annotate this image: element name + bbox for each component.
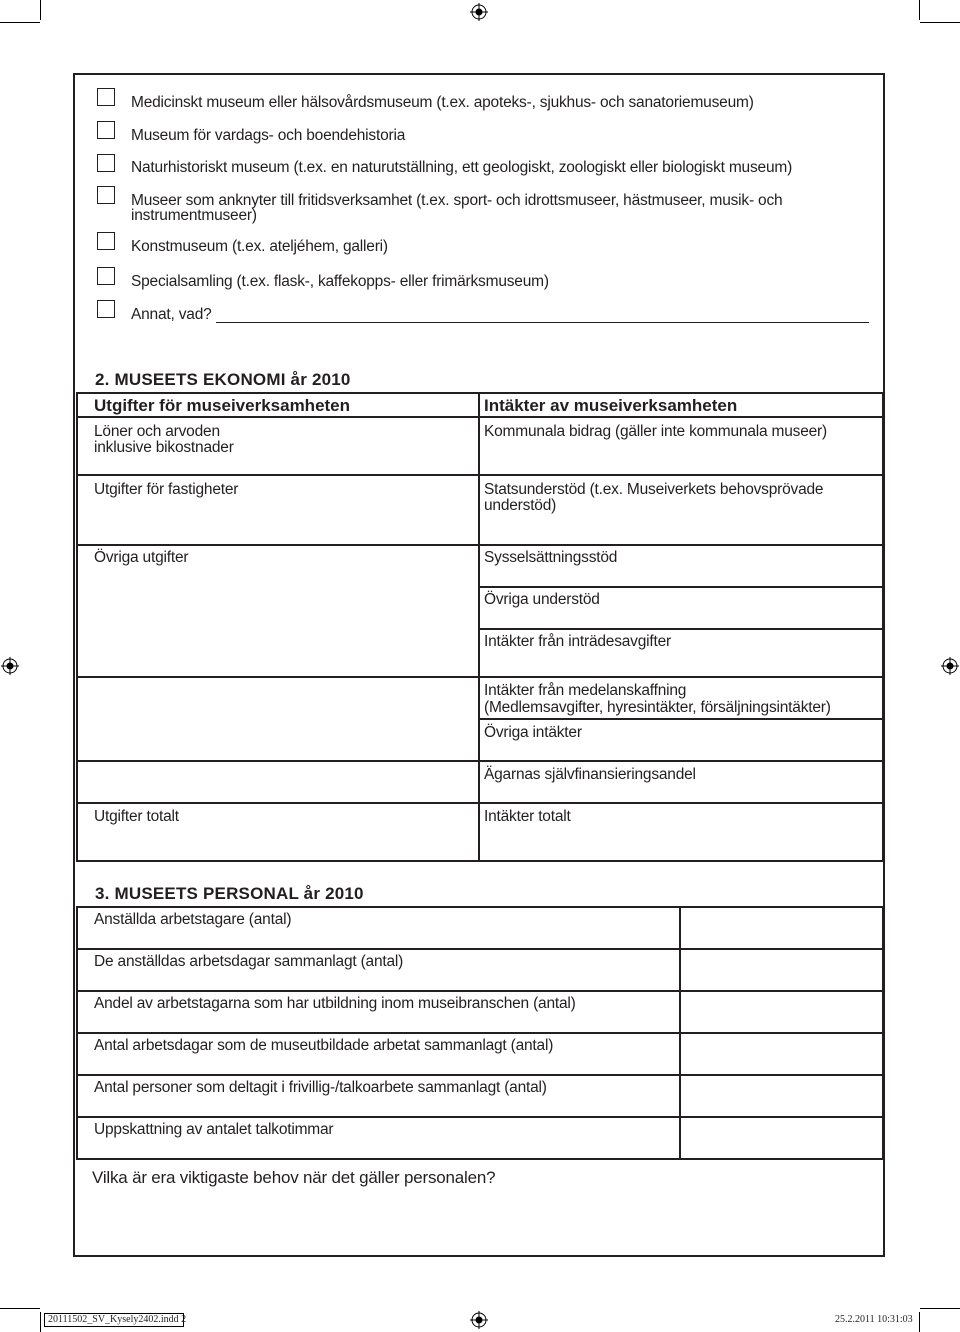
income-label: understöd) <box>484 497 557 514</box>
option-label: Konstmuseum (t.ex. ateljéhem, galleri) <box>131 238 388 255</box>
expenses-header: Utgifter för museiverksamheten <box>94 396 351 415</box>
personnel-row-label: Anställda arbetstagare (antal) <box>94 911 292 928</box>
checkbox[interactable] <box>97 232 115 250</box>
checkbox[interactable] <box>97 267 115 285</box>
personnel-row-label: Antal personer som deltagit i frivillig-/talkoarbete sammanlagt (antal) <box>94 1079 547 1096</box>
checkbox[interactable] <box>97 186 115 204</box>
crop-mark <box>920 22 960 23</box>
crop-mark <box>40 0 41 20</box>
expense-label: Utgifter för fastigheter <box>94 481 239 498</box>
checkbox[interactable] <box>97 121 115 139</box>
expense-label: Övriga utgifter <box>94 549 189 566</box>
checkbox[interactable] <box>97 88 115 106</box>
option-label: Specialsamling (t.ex. flask-, kaffekopps- eller frimärksmuseum) <box>131 273 549 290</box>
income-label: Intäkter från inträdesavgifter <box>484 633 671 650</box>
personnel-needs-question: Vilka är era viktigaste behov när det gäller personalen? <box>92 1168 496 1187</box>
income-label: Intäkter totalt <box>484 808 571 825</box>
income-header: Intäkter av museiverksamheten <box>484 396 738 415</box>
registration-mark-icon <box>1 657 19 675</box>
option-label: Annat, vad? <box>131 306 212 323</box>
income-label: Övriga understöd <box>484 591 600 608</box>
expense-label: Utgifter totalt <box>94 808 179 825</box>
crop-mark <box>919 0 920 20</box>
checkbox[interactable] <box>97 154 115 172</box>
income-label: Intäkter från medelanskaffning <box>484 682 687 699</box>
income-label: Ägarnas självfinansieringsandel <box>484 766 696 783</box>
crop-mark <box>40 1312 41 1332</box>
option-label: Medicinskt museum eller hälsovårdsmuseum (t.ex. apoteks-, sjukhus- och sanatoriemuseum) <box>131 94 754 111</box>
crop-mark <box>920 1308 960 1309</box>
expense-label: Löner och arvoden <box>94 423 220 440</box>
option-label: Naturhistoriskt museum (t.ex. en naturutställning, ett geologiskt, zoologiskt eller biologiskt museum) <box>131 159 793 176</box>
personnel-section-title: 3. MUSEETS PERSONAL år 2010 <box>95 884 364 903</box>
personnel-needs-answer-area[interactable] <box>92 1194 872 1250</box>
income-label: Övriga intäkter <box>484 724 582 741</box>
personnel-row-label: Andel av arbetstagarna som har utbildning inom museibranschen (antal) <box>94 995 576 1012</box>
personnel-row-label: De anställdas arbetsdagar sammanlagt (antal) <box>94 953 404 970</box>
expense-label: inklusive bikostnader <box>94 439 234 456</box>
option-label: instrumentmuseer) <box>131 207 257 224</box>
crop-mark <box>0 1308 40 1309</box>
income-label: Sysselsättningsstöd <box>484 549 618 566</box>
income-label: Statsunderstöd (t.ex. Museiverkets behovsprövade <box>484 481 824 498</box>
option-label: Museum för vardags- och boendehistoria <box>131 127 406 144</box>
registration-mark-icon <box>470 1311 488 1329</box>
crop-mark <box>0 22 40 23</box>
option-label: Museer som anknyter till fritidsverksamhet (t.ex. sport- och idrottsmuseer, hästmuseer, musik- och <box>131 192 783 209</box>
checkbox[interactable] <box>97 300 115 318</box>
personnel-row-label: Antal arbetsdagar som de museutbildade arbetat sammanlagt (antal) <box>94 1037 554 1054</box>
footer-file-name: 20111502_SV_Kysely2402.indd 2 <box>48 1314 187 1325</box>
income-label: Kommunala bidrag (gäller inte kommunala museer) <box>484 423 827 440</box>
income-label: (Medlemsavgifter, hyresintäkter, försäljningsintäkter) <box>484 699 831 716</box>
footer-timestamp: 25.2.2011 10:31:03 <box>835 1314 913 1325</box>
registration-mark-icon <box>941 657 959 675</box>
registration-mark-icon <box>470 3 488 21</box>
other-answer-line[interactable] <box>216 322 869 323</box>
crop-mark <box>919 1312 920 1332</box>
personnel-row-label: Uppskattning av antalet talkotimmar <box>94 1121 334 1138</box>
economy-section-title: 2. MUSEETS EKONOMI år 2010 <box>95 370 351 389</box>
